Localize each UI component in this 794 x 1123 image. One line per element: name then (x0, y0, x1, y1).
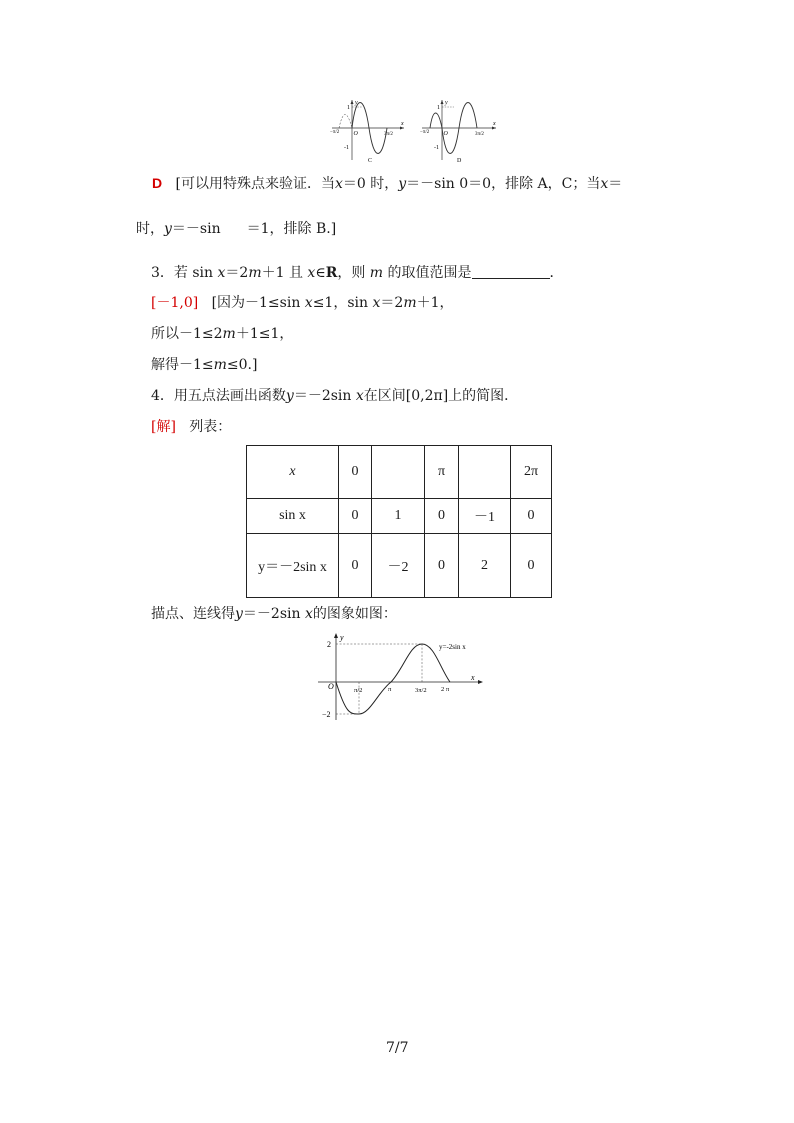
answer2-l1g: ＝ (608, 176, 623, 192)
table-cell: y＝－2sin x (247, 534, 339, 598)
question4 (151, 385, 518, 405)
a3-l2: 所以－1≤2 (151, 326, 223, 342)
table-cell: 0 (339, 446, 372, 499)
big-y-top: 2 (327, 640, 331, 649)
q3-R: R (325, 265, 338, 281)
curve-label: y=-2sin x (439, 643, 466, 651)
graph-option-d (418, 98, 500, 164)
q4-y: y (285, 388, 294, 404)
q3-x1: x (217, 265, 226, 281)
answer2-line2 (136, 218, 336, 238)
answer2-l2b: y (164, 221, 172, 237)
a3-l1m: m (403, 295, 417, 311)
answer2-l1e: ＝－sin 0＝0，排除 A，C；当 (406, 176, 601, 192)
q3-m1: m (248, 265, 262, 281)
d-y-top: 1 (437, 105, 440, 111)
sine-curve (336, 644, 450, 714)
answer3-line3 (151, 354, 257, 374)
sine-graph (312, 630, 488, 722)
table-cell: 1 (372, 499, 425, 534)
table-cell: π (425, 446, 459, 499)
solution-line (151, 416, 231, 436)
plot-x: x (304, 606, 313, 622)
a3-l3m: m (213, 357, 227, 373)
a3-l1x2: x (372, 295, 381, 311)
c-y-top: 1 (347, 105, 350, 111)
table-cell: 0 (425, 534, 459, 598)
plot-a: 描点、连线得 (151, 606, 235, 622)
table-cell: 0 (339, 499, 372, 534)
table-cell: 0 (339, 534, 372, 598)
plot-y: y (235, 606, 243, 622)
a3-l2b: ＋1≤1， (235, 326, 294, 342)
answer2-l1a: [可以用特殊点来验证．当 (175, 176, 335, 192)
table-cell: x (247, 446, 339, 499)
table-cell (459, 446, 511, 499)
tick-3pi-half: 3π/2 (415, 687, 427, 694)
d-right-tick: 3π/2 (475, 132, 484, 137)
d-y-axis-label: y (445, 100, 448, 106)
table-cell: 2π (511, 446, 552, 499)
tick-pi-half: π/2 (354, 687, 363, 694)
a3-l3b: ≤0.] (226, 357, 258, 373)
a3-l3: 解得－1≤ (151, 357, 214, 373)
table-cell: －2 (372, 534, 425, 598)
answer2-l2d: ＝1，排除 B.] (246, 221, 337, 237)
plot-b: ＝－2sin (242, 606, 301, 622)
d-x-axis-label: x (493, 121, 496, 127)
table-cell: 0 (511, 499, 552, 534)
q3-m2: m (369, 265, 384, 281)
table-cell: 0 (425, 499, 459, 534)
value-table (246, 445, 552, 598)
a3-l1b: ≤1，sin (312, 295, 369, 311)
c-y-bot: -1 (344, 145, 349, 151)
table-row (247, 446, 552, 499)
c-right-tick: 3π/2 (384, 132, 393, 137)
a3-l1d: ＋1， (416, 295, 454, 311)
answer2-l2c: ＝－sin (171, 221, 221, 237)
q3-prefix: 3．若 sin (151, 265, 214, 281)
c-y-axis-label: y (355, 100, 358, 106)
solution-text: 列表： (189, 419, 232, 435)
answer2-letter: D (152, 175, 163, 191)
tick-2pi: 2 π (441, 686, 450, 693)
answer2-l2a: 时， (136, 221, 164, 237)
tick-pi: π (388, 686, 392, 693)
table-cell: sin x (247, 499, 339, 534)
q4-x: x (355, 388, 364, 404)
q3-mid4: ，则 (337, 265, 366, 281)
big-origin: O (328, 682, 334, 691)
solution-tag: [解] (151, 419, 176, 435)
answer3-line1 (151, 292, 454, 312)
q3-mid1: ＝2 (225, 265, 249, 281)
table-cell: 2 (459, 534, 511, 598)
c-left-tick: −π/2 (330, 130, 340, 135)
answer2-l1b: x (334, 176, 343, 192)
table-row (247, 499, 552, 534)
graph-option-c (328, 98, 408, 164)
a3-answer: [－1,0] (151, 295, 199, 311)
page-number: 7/7 (386, 1040, 409, 1056)
table-cell: －1 (459, 499, 511, 534)
d-y-bot: -1 (434, 145, 439, 151)
plot-caption (151, 603, 397, 623)
big-x-axis-label: x (471, 673, 475, 682)
q3-mid2: ＋1 且 (261, 265, 303, 281)
answer2-l1c: ＝0 时， (342, 176, 399, 192)
table-cell (372, 446, 425, 499)
q3-x2: x (307, 265, 316, 281)
big-y-axis-label: y (340, 633, 344, 642)
d-origin: O (443, 131, 448, 137)
answer3-line2 (151, 323, 293, 343)
table-cell: 0 (511, 534, 552, 598)
answer2-line1 (152, 173, 622, 193)
q4-a: 4．用五点法画出函数 (151, 388, 286, 404)
question3 (151, 262, 564, 282)
q4-b: ＝－2sin (293, 388, 352, 404)
a3-l1x: x (304, 295, 313, 311)
q3-mid3: ∈ (315, 265, 326, 281)
big-y-bot: −2 (322, 710, 331, 719)
q4-c: 在区间[0,2π]上的简图． (363, 388, 519, 404)
d-label: D (457, 158, 462, 164)
a3-l2m: m (222, 326, 236, 342)
q3-end: ． (549, 265, 564, 281)
c-label: C (368, 158, 373, 164)
q3-suffix: 的取值范围是 (387, 265, 472, 281)
a3-l1: [因为－1≤sin (211, 295, 301, 311)
q3-answer-blank (472, 264, 550, 279)
d-left-tick: −π/2 (420, 130, 430, 135)
answer2-l1f: x (600, 176, 609, 192)
plot-c: 的图象如图： (312, 606, 397, 622)
a3-l1c: ＝2 (380, 295, 404, 311)
c-origin: O (353, 131, 358, 137)
c-x-axis-label: x (401, 121, 404, 127)
answer2-l1d: y (398, 176, 407, 192)
table-row (247, 534, 552, 598)
